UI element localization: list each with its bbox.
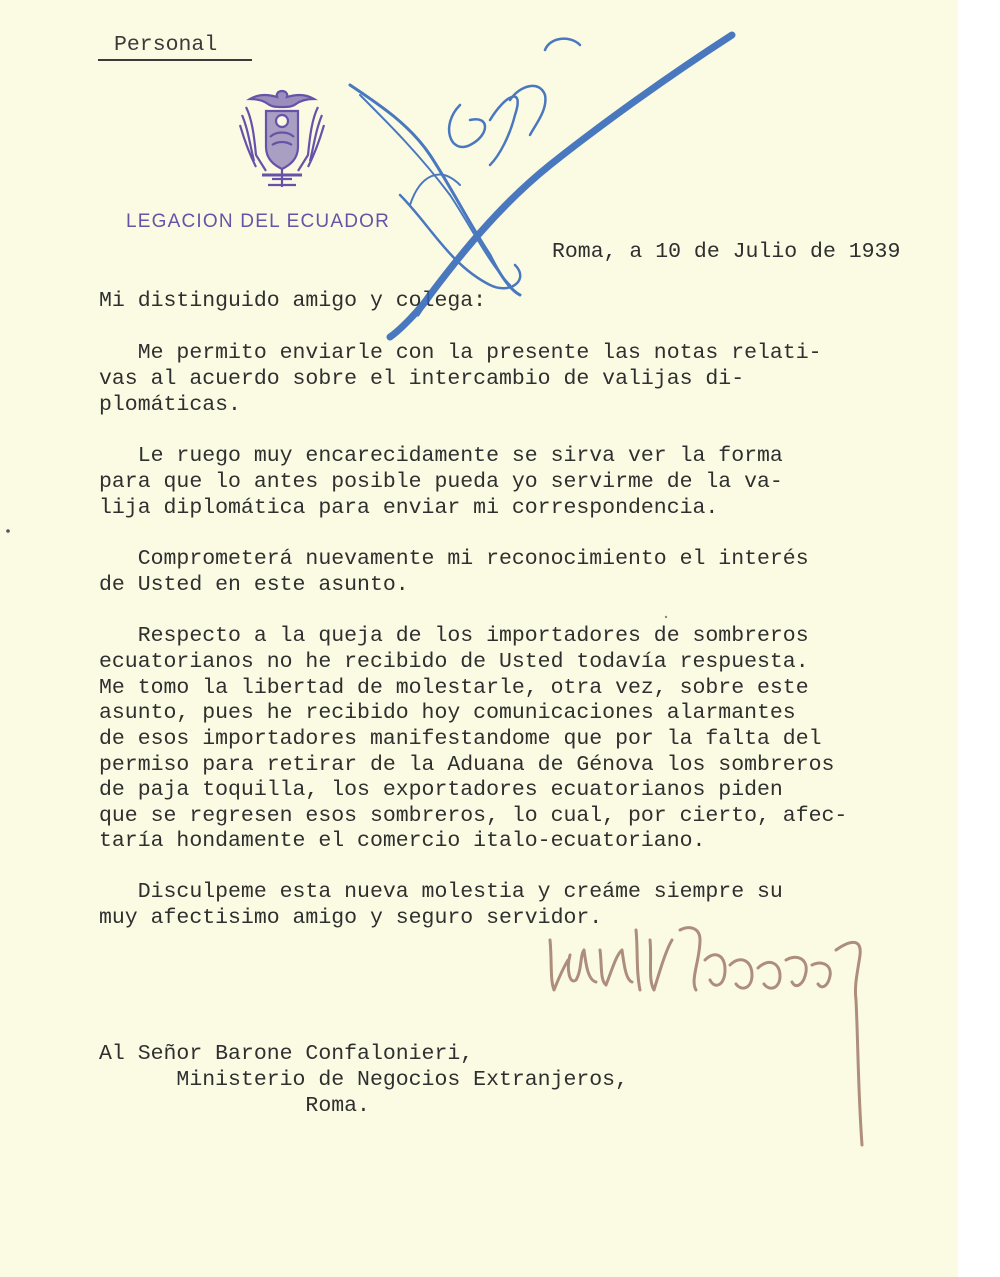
coat-of-arms-icon xyxy=(232,85,332,193)
body-line: Me permito enviarle con la presente las notas relati- xyxy=(99,341,822,365)
body-line: de Usted en este asunto. xyxy=(99,573,409,597)
body-line: permiso para retirar de la Aduana de Génova los sombreros xyxy=(99,753,835,777)
body-line: Disculpeme esta nueva molestia y creáme siempre su xyxy=(99,880,783,904)
body-line: Le ruego muy encarecidamente se sirva ver la forma xyxy=(99,444,783,468)
salutation: Mi distinguido amigo y colega: xyxy=(99,289,487,313)
body-line: plomáticas. xyxy=(99,393,241,417)
body-line: Comprometerá nuevamente mi reconocimiento el interés xyxy=(99,547,809,571)
personal-underline xyxy=(98,59,252,61)
body-line: Me tomo la libertad de molestarle, otra vez, sobre este xyxy=(99,676,809,700)
body-line: Respecto a la queja de los importadores de sombreros xyxy=(99,624,809,648)
body-line: asunto, pues he recibido hoy comunicaciones alarmantes xyxy=(99,701,796,725)
scan-margin xyxy=(958,0,1000,1277)
place-date: Roma, a 10 de Julio de 1939 xyxy=(552,240,901,264)
addressee-line: Ministerio de Negocios Extranjeros, xyxy=(99,1068,628,1092)
body-line: taría hondamente el comercio italo-ecuatoriano. xyxy=(99,829,706,853)
body-line: lija diplomática para enviar mi correspondencia. xyxy=(99,496,719,520)
body-line: para que lo antes posible pueda yo servirme de la va- xyxy=(99,470,783,494)
body-line: que se regresen esos sombreros, lo cual, por cierto, afec- xyxy=(99,804,848,828)
personal-label: Personal xyxy=(114,33,218,57)
body-line: ecuatorianos no he recibido de Usted todavía respuesta. xyxy=(99,650,809,674)
body-line: de paja toquilla, los exportadores ecuatorianos piden xyxy=(99,778,783,802)
handwritten-signature xyxy=(540,910,890,1150)
body-line: de esos importadores manifestandome que por la falta del xyxy=(99,727,822,751)
body-line: vas al acuerdo sobre el intercambio de valijas di- xyxy=(99,367,745,391)
addressee-line: Al Señor Barone Confalonieri, xyxy=(99,1042,474,1066)
body-line: muy afectisimo amigo y seguro servidor. xyxy=(99,906,603,930)
legation-name: LEGACION DEL ECUADOR xyxy=(126,211,391,232)
addressee-line: Roma. xyxy=(99,1094,370,1118)
